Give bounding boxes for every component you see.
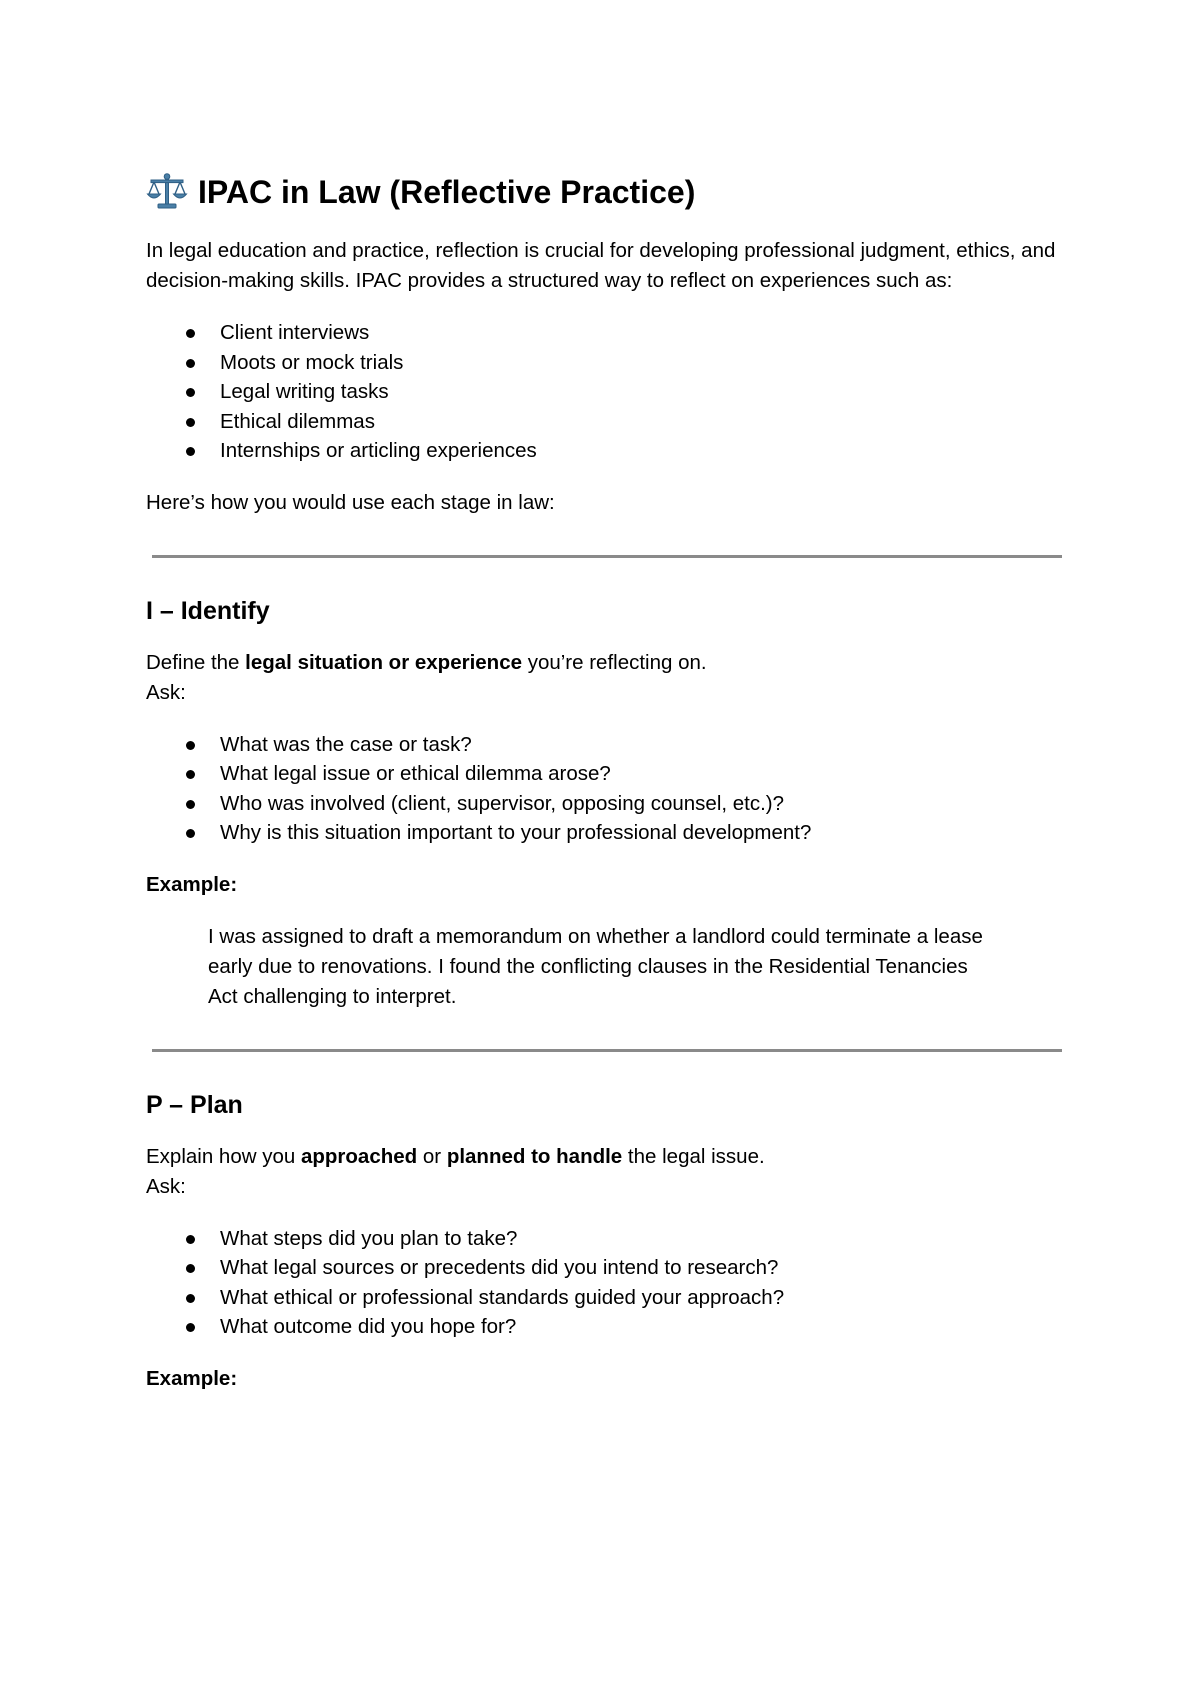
section-divider (152, 555, 1062, 558)
section-heading-plan: P – Plan (146, 1090, 243, 1119)
intro-closing: Here’s how you would use each stage in law: (146, 490, 555, 514)
list-item: What legal sources or precedents did you intend to research? (146, 1253, 1066, 1283)
list-item: What steps did you plan to take? (146, 1224, 1066, 1254)
list-item: What was the case or task? (146, 730, 1066, 760)
document-page (146, 172, 1066, 1394)
page-title-text: IPAC in Law (Reflective Practice) (198, 173, 696, 210)
identify-example-quote: I was assigned to draft a memorandum on whether a landlord could terminate a lease early due to renovations. I found the conflicting clauses in the Residential Tenancies Act challenging to interpret. (208, 924, 983, 1008)
plan-description: Explain how you approached or planned to handle the legal issue. (146, 1144, 765, 1168)
list-item: Who was involved (client, supervisor, opposing counsel, etc.)? (146, 789, 1066, 819)
identify-description: Define the legal situation or experience you’re reflecting on. (146, 650, 707, 674)
plan-list (146, 1224, 1066, 1342)
list-item: What ethical or professional standards guided your approach? (146, 1283, 1066, 1313)
identify-ask: Ask: (146, 680, 186, 704)
intro-paragraph: In legal education and practice, reflection is crucial for developing professional judgment, ethics, and decision-making skills. IPAC provides a structured way to reflect on experiences such as: (146, 239, 1056, 292)
list-item: Client interviews (146, 318, 1066, 348)
plan-example-label: Example: (146, 1366, 238, 1390)
list-item: What outcome did you hope for? (146, 1312, 1066, 1342)
list-item: Moots or mock trials (146, 348, 1066, 378)
section-heading-identify: I – Identify (146, 596, 270, 625)
intro-list (146, 318, 1066, 466)
list-item: Why is this situation important to your professional development? (146, 818, 1066, 848)
list-item: What legal issue or ethical dilemma arose? (146, 759, 1066, 789)
identify-example-label: Example: (146, 872, 238, 896)
balance-scale-icon (146, 172, 188, 212)
list-item: Legal writing tasks (146, 377, 1066, 407)
identify-list (146, 730, 1066, 848)
list-item: Ethical dilemmas (146, 407, 1066, 437)
section-divider (152, 1049, 1062, 1052)
plan-ask: Ask: (146, 1174, 186, 1198)
page-title (146, 172, 1066, 212)
list-item: Internships or articling experiences (146, 436, 1066, 466)
